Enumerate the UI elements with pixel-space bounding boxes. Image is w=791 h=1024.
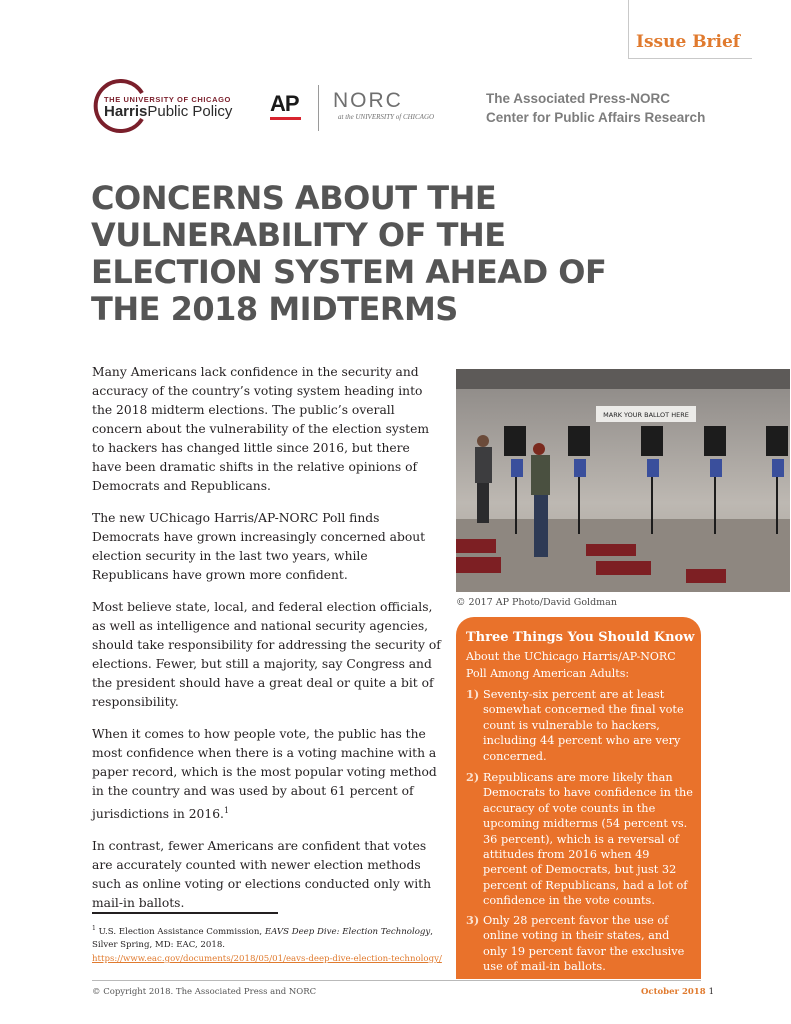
body-paragraph-4-text: When it comes to how people vote, the public has the most confidence when there is a voting machine with a paper record, which is the most popular voting method in the country and was used by about 61 percent of jurisdictions in 2016.	[92, 727, 437, 822]
body-paragraph-5: In contrast, fewer Americans are confident that votes are accurately counted with newer election methods such as online voting or elections conducted only with mail-in ballots.	[92, 839, 432, 911]
footnote-rule	[92, 912, 278, 914]
uc-logo-name	[104, 103, 232, 120]
key-findings-subtitle: About the UChicago Harris/AP-NORC Poll Among American Adults:	[466, 650, 676, 680]
footnote-suffix: , Silver Spring, MD: EAC, 2018.	[92, 926, 433, 951]
footnote-number: 1	[92, 925, 96, 932]
uc-logo-top-text: THE UNIVERSITY OF CHICAGO	[104, 95, 231, 104]
body-paragraph-1: Many Americans lack confidence in the security and accuracy of the country’s voting system heading into the 2018 midterm elections. The public’s overall concern about the vulnerability of the election system to hackers has changed little since 2016, but there have been dramatic shifts in the relative opinions of Democrats and Republicans.	[92, 365, 430, 493]
footer-rule	[92, 980, 701, 981]
key-finding-2	[466, 770, 696, 909]
issue-brief-label: Issue Brief	[636, 32, 741, 52]
key-finding-number: 2)	[466, 770, 480, 784]
footnote-link[interactable]: https://www.eac.gov/documents/2018/05/01/eavs-deep-dive-election-technology/	[92, 953, 442, 964]
body-paragraph-2: The new UChicago Harris/AP-NORC Poll finds Democrats have grown increasingly concerned about election security in the last two years, while Republicans have grown more confident.	[92, 511, 426, 582]
polling-station-photo	[456, 369, 790, 592]
body-text	[92, 363, 442, 926]
key-finding-3	[466, 913, 696, 975]
logo-divider	[318, 85, 319, 131]
ap-logo: AP	[270, 91, 299, 116]
key-finding-number: 1)	[466, 687, 480, 701]
footnote-prefix: U.S. Election Assistance Commission,	[98, 926, 265, 937]
footnote	[92, 922, 442, 966]
body-paragraph-3: Most believe state, local, and federal election officials, as well as intelligence and national security agencies, should take responsibility for addressing the security of elections. Fewer, but still a majority, say Congress and the president should have a great deal or quite a bit of responsibility.	[92, 600, 441, 709]
photo-caption: © 2017 AP Photo/David Goldman	[456, 597, 617, 608]
uc-logo-rest: Public Policy	[147, 103, 233, 120]
ap-logo-bar	[270, 117, 301, 120]
footer-page-info	[641, 987, 714, 997]
norc-logo: NORC	[333, 89, 403, 112]
key-finding-text: Seventy-six percent are at least somewhat concerned the final vote count is vulnerable to hackers, including 44 percent who are very concerned.	[483, 688, 684, 763]
key-finding-number: 3)	[466, 913, 480, 927]
footnote-source-title: EAVS Deep Dive: Election Technology	[264, 926, 431, 937]
footer-date: October 2018	[641, 987, 706, 997]
center-name-line2: Center for Public Affairs Research	[486, 110, 706, 125]
page-number: 1	[708, 987, 715, 997]
brief-divider-horizontal	[628, 58, 752, 59]
footnote-reference: 1	[223, 806, 230, 815]
norc-logo-subtitle: at the UNIVERSITY of CHICAGO	[338, 113, 435, 121]
body-paragraph-4	[92, 725, 442, 824]
key-finding-text: Republicans are more likely than Democrats to have confidence in the accuracy of vote counts in the upcoming midterms (54 percent vs. 36 percent), which is a reversal of attitudes from 2016 when 49 percent of Democrats, but just 32 percent of Republicans, had a lot of confidence in the vote counts.	[483, 771, 693, 908]
key-findings-title: Three Things You Should Know	[466, 630, 695, 645]
center-name	[486, 89, 705, 127]
center-name-line1: The Associated Press-NORC	[486, 91, 671, 106]
page-title: CONCERNS ABOUT THE VULNERABILITY OF THE ELECTION SYSTEM AHEAD OF THE 2018 MIDTERMS	[91, 179, 607, 328]
key-finding-text: Only 28 percent favor the use of online voting in their states, and only 19 percent favor the exclusive use of mail-in ballots.	[483, 914, 685, 974]
uc-logo-bold: Harris	[104, 103, 148, 120]
brief-divider-vertical	[628, 0, 629, 58]
ballot-banner-text: MARK YOUR BALLOT HERE	[603, 411, 689, 419]
key-finding-1	[466, 687, 696, 764]
footer-copyright: © Copyright 2018. The Associated Press and NORC	[92, 987, 317, 997]
